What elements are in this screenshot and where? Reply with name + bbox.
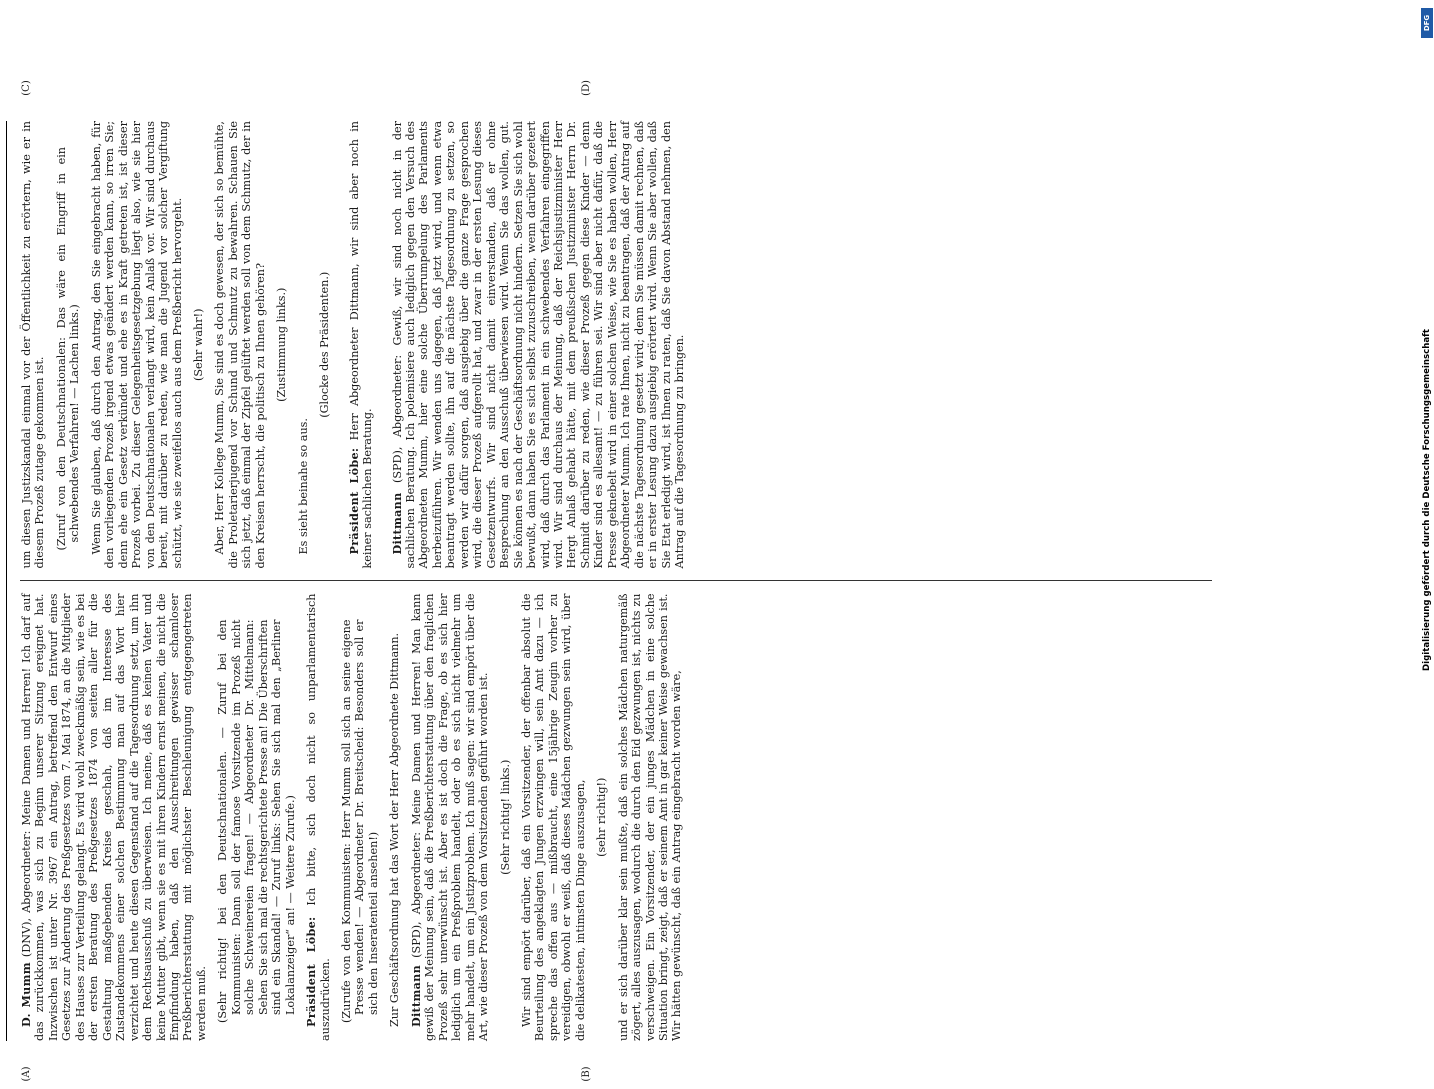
paragraph-text: Herr Abgeordneter Dittmann, wir sind aber noch in keiner sachlichen Beratung.	[347, 121, 375, 569]
paragraph-text: und er sich darüber klar sein mußte, daß ein solches Mädchen naturgemäß zögert, alles auszusagen, wodurch die durch den Eid gezwungen ist, nichts zu verschweigen. Ein Vorsitzender, der ein junges Mädchen in eine solche Situation bringt, zeigt, daß er seinem Amt in gar keiner Weise gewachsen ist. Wir hätten gewünscht, daß ein Antrag eingebracht worden wäre,	[616, 593, 684, 1041]
margin-mark-a: (A)	[21, 1066, 32, 1082]
running-head	[0, 121, 7, 1041]
paragraph-president	[348, 121, 375, 569]
interjection: (Zurufe von den Kommunisten: Herr Mumm soll sich an seine eigene Presse wenden! — Abgeordneter Dr. Breitscheid: Besonders soll er sich den Inseratenteil ansehen!)	[339, 619, 380, 1023]
paragraph-text: Ich bitte, sich doch nicht so unparlamentarisch auszudrücken.	[305, 593, 332, 1041]
interjection: (Sehr richtig! bei den Deutschnationalen. — Zuruf bei den Kommunisten: Dann soll der famose Vorsitzende im Prozeß nicht solche Schweinereien fragen! — Abgeordneter Dr. Mittelmann: Sehen Sie sich mal die rechtsgerichtete Presse an! Die Überschriften sind ein Skandal! — Zuruf links: Sehen Sie sich mal den „Berliner Lokalanzeiger“ an! — Weitere Zurufe.)	[216, 619, 297, 1023]
left-column	[19, 581, 1212, 1082]
speaker-name: Präsident Löbe:	[346, 447, 361, 555]
margin-mark-b: (B)	[581, 1066, 592, 1082]
paragraph-text: Wenn Sie glauben, daß durch den Antrag, den Sie eingebracht haben, für den vorliegenden Prozeß irgend etwas geändert werden kann, so irren Sie; denn ehe ein Gesetz verkündet und ehe es in Kraft getreten ist, ist dieser Prozeß vorbei. Zu dieser Gelegenheitsgesetzgebung liegt also, wie sie hier von den Deutschnationalen verlangt wird, kein Anlaß vor. Wir sind durchaus bereit, mit darüber zu reden, wie man die Jugend vor solcher Vergiftung schützt, wie sie zweifellos auch aus dem Preßbericht hervorgeht.	[89, 121, 184, 569]
dfg-logo: DFG	[1421, 8, 1433, 38]
interjection: (sehr richtig!)	[595, 777, 609, 857]
speaker-name: Präsident Löbe:	[304, 916, 319, 1027]
digitization-note-text: Digitalisierung gefördert durch die Deutsche Forschungsgemeinschaft	[1422, 329, 1432, 671]
margin-mark-c: (C)	[21, 80, 32, 96]
text-columns	[19, 80, 1212, 1082]
interjection: (Sehr wahr!)	[191, 308, 205, 381]
paragraph-text: (SPD), Abgeordneter: Gewiß, wir sind noch nicht in der sachlichen Beratung. Ich polemisiere auch lediglich gegen den Versuch des Abgeordneten Mumm, hier eine solche Überrumpelung des Parlaments herbeizuführen. Wir wenden uns dagegen, daß jetzt wird, und wenn etwa beantragt werden sollte, ihn auf die nächste Tagesordnung zu setzen, so werden wir dafür sorgen, daß ausgiebig über die ganze Frage gesprochen wird, die dieser Prozeß aufgerollt hat, und zwar in der ersten Lesung dieses Gesetzentwurfs. Wir sind nicht damit einverstanden, daß er ohne Besprechung an den Ausschuß überwiesen wird. Wenn Sie das wollen, gut. Sie können es nach der Geschäftsordnung nicht hindern. Setzen Sie sich wohl bewußt, dann haben Sie es sich selbst zuzuschreiben, wenn darüber gezetert wird, daß durch das Parlament in ein schwebendes Verfahren eingegriffen wird. Wir sind durchaus der Meinung, daß der Reichsjustizminister Herr Hergt Anlaß gehabt hätte, mit dem preußischen Justizminister Herrn Dr. Schmidt darüber zu reden, wie dieser Prozeß gegen diese Kinder — denn Kinder sind es allesamt! — zu führen sei. Wir sind aber nicht dafür, daß die Presse geknebelt wird in einer solchen Weise, wie Sie es haben wollen, Herr Abgeordneter Mumm. Ich rate Ihnen, nicht zu beantragen, daß der Antrag auf die nächste Tagesordnung gesetzt wird; denn Sie müssen damit rechnen, daß er in erster Lesung dazu ausgiebig erörtert wird. Wenn Sie aber wollen, daß Sie Etat erledigt wird, ist Ihnen zu raten, daß Sie davon Abstand nehmen, den Antrag auf die Tagesordnung zu bringen.	[390, 120, 687, 569]
interjection: (Sehr richtig! links.)	[498, 759, 512, 875]
paragraph-dittmann	[391, 121, 687, 569]
margin-mark-d: (D)	[581, 80, 592, 96]
digitization-note	[1420, 0, 1434, 1000]
paragraph-text: Aber, Herr Kollege Mumm, Sie sind es doch gewesen, der sich so bemühte, die Proletarierjugend vor Schund und Schmutz zu bewahren. Schauen Sie sich jetzt, daß einmal der Zipfel gelüftet werden soll von dem Schmutz, der in den Kreisen herrscht, die politisch zu Ihnen gehören?	[213, 121, 267, 569]
interjection: (Glocke des Präsidenten.)	[318, 271, 332, 418]
paragraph-text: (SPD), Abgeordneter: Meine Damen und Herren! Man kann gewiß der Meinung sein, daß die Preßberichterstattung über den fraglichen Prozeß sehr unerwünscht ist. Aber es ist doch die Frage, ob es sich hier lediglich um ein Preßproblem handelt, oder ob es sich nicht vielmehr um mehr handelt, um ein Justizproblem. Ich muß sagen: wir sind empört über die Art, wie dieser Prozeß von dem Vorsitzenden geführt worden ist.	[409, 593, 491, 1041]
paragraph-text: Es sieht beinahe so aus.	[296, 418, 310, 555]
paragraph-text: Zur Geschäftsordnung hat das Wort der Herr Abgeordnete Dittmann.	[388, 632, 402, 1027]
paragraph-mumm	[20, 594, 208, 1042]
paragraph-president	[305, 594, 332, 1042]
interjection: (Zuruf von den Deutschnationalen: Das wäre ein Eingriff in ein schwebendes Verfahren! — Lachen links.)	[54, 147, 82, 551]
right-column	[20, 80, 1212, 581]
speaker-name: Dittmann	[408, 964, 423, 1027]
speaker-name: D. Mumm	[19, 962, 33, 1027]
paragraph-dittmann	[410, 594, 491, 1042]
rotated-sheet	[0, 80, 1212, 1082]
speaker-name: Dittmann	[389, 492, 404, 555]
paragraph-text: Wir sind empört darüber, daß ein Vorsitzender, der offenbar absolut die Beurteilung des angeklagten Jungen erzwingen will, sein Amt dazu — ich spreche das offen aus — mißbraucht, eine 15jährige Zeugin vorher zu vereidigen, obwohl er weiß, daß dieses Mädchen gezwungen sein wird, über die delikatesten, intimsten Dinge auszusagen,	[519, 593, 587, 1041]
interjection: (Zustimmung links.)	[275, 287, 289, 402]
paragraph-text: (DNV), Abgeordneter: Meine Damen und Herren! Ich darf auf das zurückkommen, was sich zu Beginn unserer Sitzung ereignet hat. Inzwischen ist unter Nr. 3967 ein Antrag, betreffend den Entwurf eines Gesetzes zur Änderung des Preßgesetzes vom 7. Mai 1874, an die Mitglieder des Hauses zur Verteilung gelangt. Es wird wohl zweckmäßig sein, wie es bei der ersten Beratung des Preßgesetzes 1874 von seiten aller für die Gestaltung maßgebenden Kreise geschah, daß im Interesse des Zustandekommens einer solchen Bestimmung man auf das Wort hier verzichtet und heute diesen Gegenstand auf die Tagesordnung setzt, um ihn dem Rechtsausschuß zu überweisen. Ich meine, daß es keinen Vater und keine Mutter gibt, wenn sie es mit ihren Kindern ernst meinen, die nicht die Empfindung haben, daß den Ausschreitungen gewisser schamloser Preßberichterstattung mit möglichster Beschleunigung entgegengetreten werden muß.	[20, 593, 208, 1041]
paragraph-text: um diesen Justizskandal einmal vor der Öffentlichkeit zu erörtern, wie er in diesem Prozeß zutage gekommen ist.	[20, 121, 47, 569]
